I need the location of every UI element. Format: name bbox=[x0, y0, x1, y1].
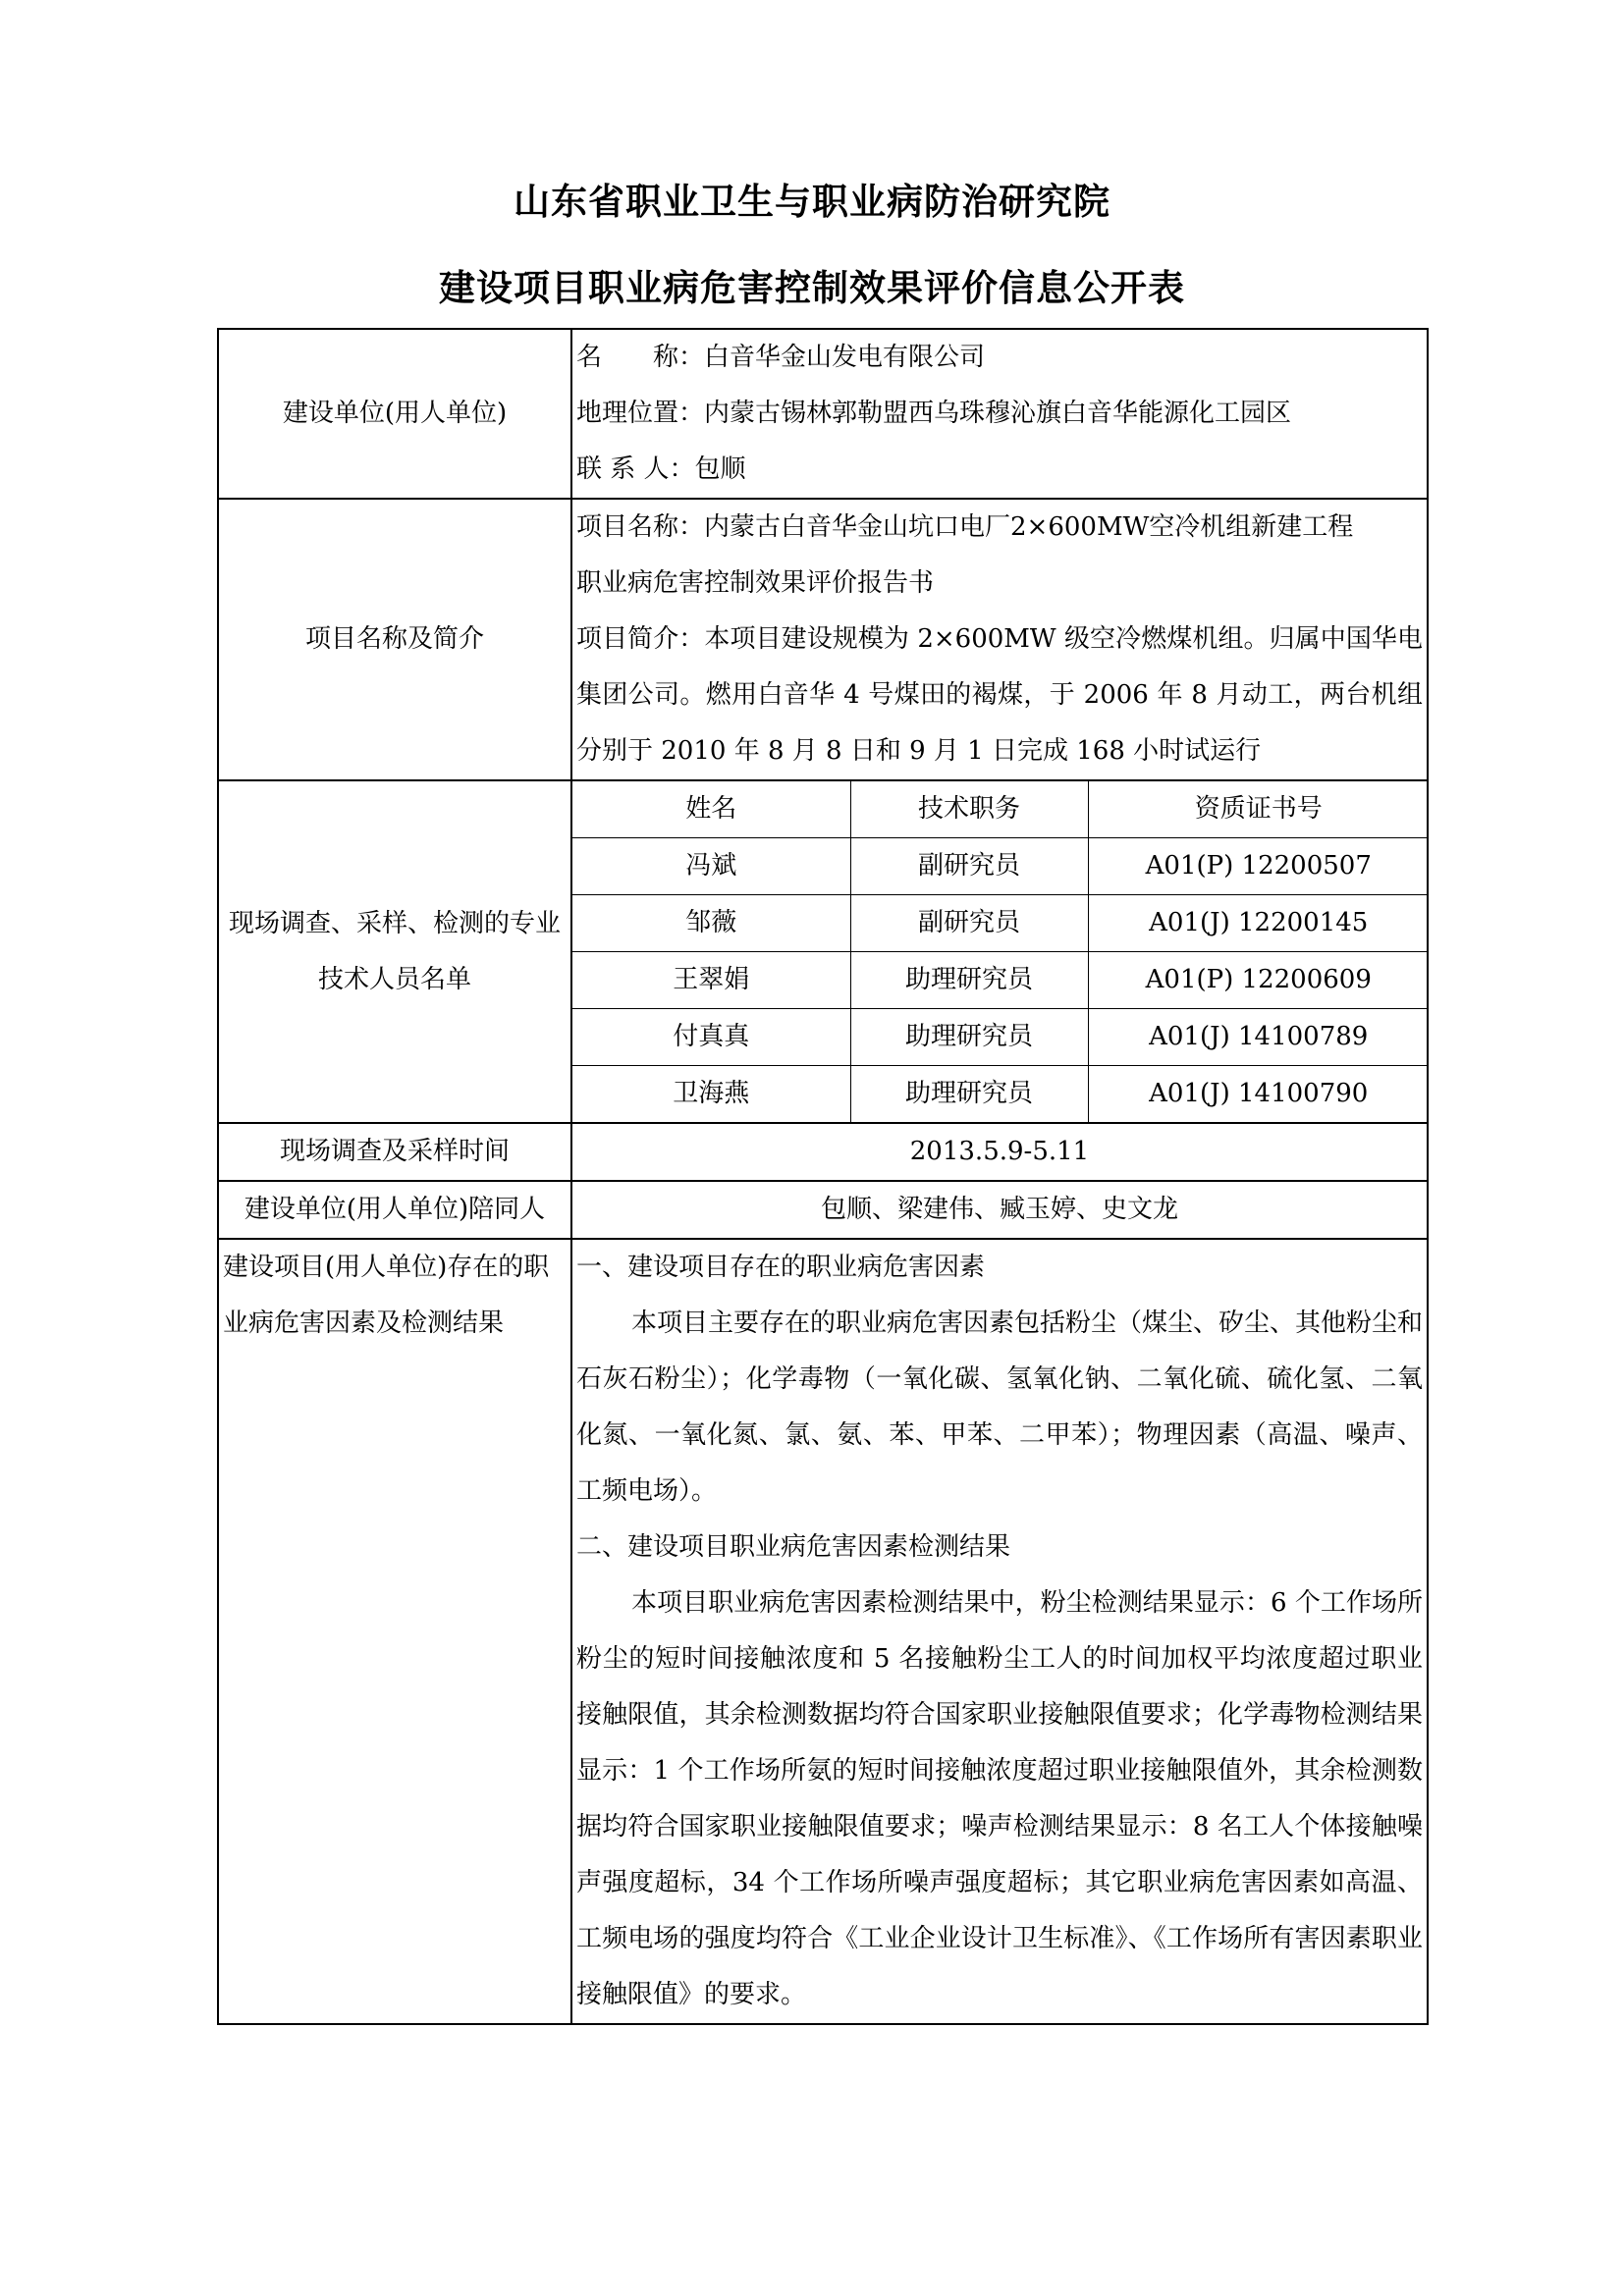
staff-title: 副研究员 bbox=[850, 838, 1088, 895]
staff-cert: A01(P) 12200609 bbox=[1088, 952, 1429, 1009]
staff-name: 冯斌 bbox=[572, 838, 850, 895]
staff-header-name: 姓名 bbox=[572, 781, 850, 838]
staff-label: 现场调查、采样、检测的专业技术人员名单 bbox=[218, 780, 571, 1123]
unit-contact: 联 系 人：包顺 bbox=[576, 454, 746, 484]
hazards-label: 建设项目(用人单位)存在的职业病危害因素及检测结果 bbox=[218, 1239, 571, 2024]
escort-row bbox=[218, 1181, 1428, 1239]
staff-row-item bbox=[572, 952, 1429, 1009]
staff-header-cert: 资质证书号 bbox=[1088, 781, 1429, 838]
document-title: 山东省职业卫生与职业病防治研究院 bbox=[514, 181, 1110, 223]
hazards-content bbox=[571, 1239, 1428, 2024]
document-subtitle: 建设项目职业病危害控制效果评价信息公开表 bbox=[439, 267, 1185, 309]
staff-row-item bbox=[572, 838, 1429, 895]
staff-title: 助理研究员 bbox=[850, 952, 1088, 1009]
staff-name: 卫海燕 bbox=[572, 1066, 850, 1123]
hazards-paragraph-2: 本项目职业病危害因素检测结果中，粉尘检测结果显示：6 个工作场所粉尘的短时间接触浓度和 5 名接触粉尘工人的时间加权平均浓度超过职业接触限值，其余检测数据均符合国家职业接触限值要求；化学毒物检测结果显示：1 个工作场所氨的短时间接触浓度超过职业接触限值外，其余检测数据均符合国家职业接触限值要求；噪声检测结果显示：8 名工人个体接触噪声强度超标，34 个工作场所噪声强度超标；其它职业病危害因素如高温、工频电场的强度均符合《工业企业设计卫生标准》、《工作场所有害因素职业接触限值》的要求。 bbox=[576, 1588, 1423, 2009]
unit-row bbox=[218, 329, 1428, 499]
project-name-line2: 职业病危害控制效果评价报告书 bbox=[576, 568, 935, 598]
staff-name: 王翠娟 bbox=[572, 952, 850, 1009]
staff-content bbox=[571, 780, 1428, 1123]
staff-table bbox=[572, 781, 1429, 1122]
staff-cert: A01(P) 12200507 bbox=[1088, 838, 1429, 895]
staff-header-row bbox=[572, 781, 1429, 838]
project-row bbox=[218, 499, 1428, 780]
staff-title: 副研究员 bbox=[850, 895, 1088, 952]
staff-row-item bbox=[572, 1009, 1429, 1066]
staff-title: 助理研究员 bbox=[850, 1066, 1088, 1123]
staff-cert: A01(J) 12200145 bbox=[1088, 895, 1429, 952]
hazards-paragraph-1: 本项目主要存在的职业病危害因素包括粉尘（煤尘、矽尘、其他粉尘和石灰石粉尘）；化学毒物（一氧化碳、氢氧化钠、二氧化硫、硫化氢、二氧化氮、一氧化氮、氯、氨、苯、甲苯、二甲苯）；物理因素（高温、噪声、工频电场）。 bbox=[576, 1308, 1424, 1506]
hazards-row bbox=[218, 1239, 1428, 2024]
unit-location: 地理位置：内蒙古锡林郭勒盟西乌珠穆沁旗白音华能源化工园区 bbox=[576, 399, 1292, 428]
staff-title: 助理研究员 bbox=[850, 1009, 1088, 1066]
hazards-heading-2: 二、建设项目职业病危害因素检测结果 bbox=[576, 1532, 1011, 1562]
survey-value: 2013.5.9-5.11 bbox=[571, 1123, 1428, 1181]
survey-label: 现场调查及采样时间 bbox=[218, 1123, 571, 1181]
info-table bbox=[217, 328, 1429, 2025]
hazards-heading-1: 一、建设项目存在的职业病危害因素 bbox=[576, 1253, 986, 1282]
unit-name: 名 称：白音华金山发电有限公司 bbox=[576, 343, 986, 372]
staff-cert: A01(J) 14100790 bbox=[1088, 1066, 1429, 1123]
project-content bbox=[571, 499, 1428, 780]
staff-name: 付真真 bbox=[572, 1009, 850, 1066]
escort-value: 包顺、梁建伟、臧玉婷、史文龙 bbox=[571, 1181, 1428, 1239]
staff-row bbox=[218, 780, 1428, 1123]
staff-name: 邹薇 bbox=[572, 895, 850, 952]
staff-row-item bbox=[572, 895, 1429, 952]
project-intro: 项目简介：本项目建设规模为 2×600MW 级空冷燃煤机组。归属中国华电集团公司。燃用白音华 4 号煤田的褐煤，于 2006 年 8 月动工，两台机组分别于 2010 年 8 月 8 日和 9 月 1 日完成 168 小时试运行 bbox=[576, 624, 1423, 766]
survey-row bbox=[218, 1123, 1428, 1181]
unit-content bbox=[571, 329, 1428, 499]
staff-header-title: 技术职务 bbox=[850, 781, 1088, 838]
project-label: 项目名称及简介 bbox=[218, 499, 571, 780]
escort-label: 建设单位(用人单位)陪同人 bbox=[218, 1181, 571, 1239]
staff-cert: A01(J) 14100789 bbox=[1088, 1009, 1429, 1066]
project-name-line1: 项目名称：内蒙古白音华金山坑口电厂2×600MW空冷机组新建工程 bbox=[576, 512, 1354, 542]
unit-label: 建设单位(用人单位) bbox=[218, 329, 571, 499]
staff-row-item bbox=[572, 1066, 1429, 1123]
